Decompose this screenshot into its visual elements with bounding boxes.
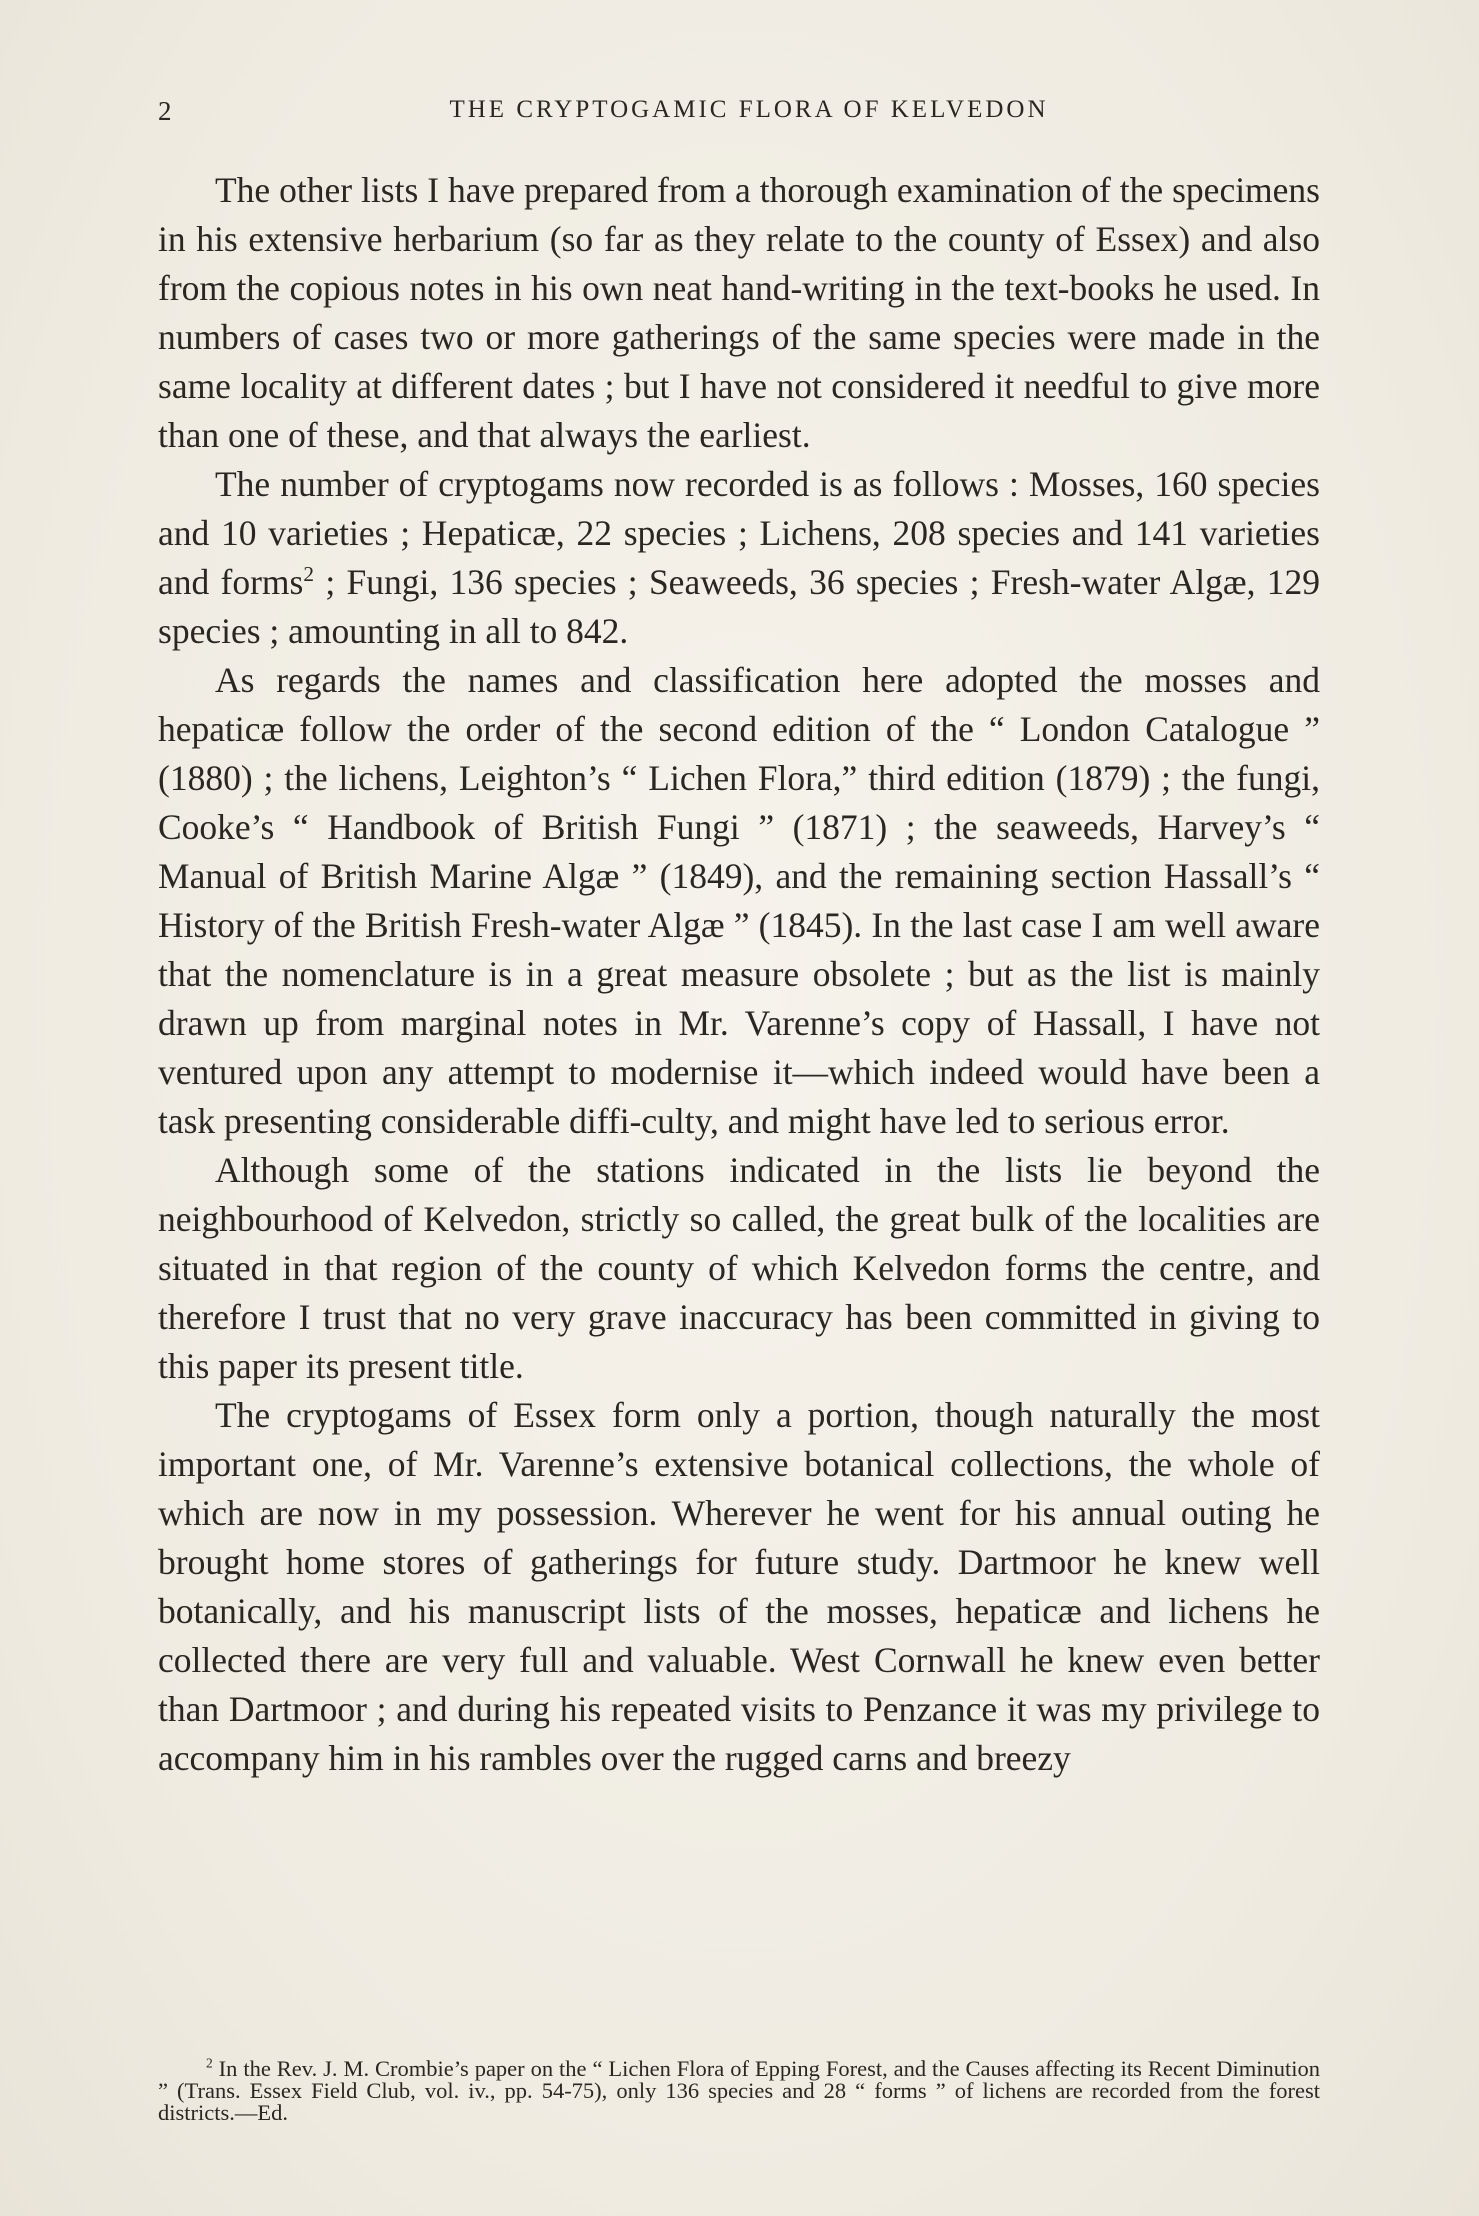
footnote-marker: 2 bbox=[206, 2055, 213, 2071]
paragraph-2 bbox=[158, 460, 1320, 656]
running-head: THE CRYPTOGAMIC FLORA OF KELVEDON bbox=[449, 96, 1049, 123]
footnote-text: In the Rev. J. M. Crombie’s paper on the “ Lichen Flora of Epping Forest, and the Causes affecting its Recent Diminution ” (Trans. Essex Field Club, vol. iv., pp. 54-75), only 136 species and 28 “ forms ” of lichens are recorded from the forest districts.—Ed. bbox=[158, 2056, 1320, 2125]
paragraph-1: The other lists I have prepared from a thorough examination of the specimens in his extensive herbarium (so far as they relate to the county of Essex) and also from the copious notes in his own neat hand-writing in the text-books he used. In numbers of cases two or more gatherings of the same species were made in the same locality at different dates ; but I have not considered it needful to give more than one of these, and that always the earliest. bbox=[158, 170, 1320, 455]
paragraph-3: As regards the names and classification here adopted the mosses and hepaticæ follow the order of the second edition of the “ London Catalogue ” (1880) ; the lichens, Leighton’s “ Lichen Flora,” third edition (1879) ; the fungi, Cooke’s “ Handbook of British Fungi ” (1871) ; the seaweeds, Harvey’s “ Manual of British Marine Algæ ” (1849), and the remaining section Hassall’s “ History of the British Fresh-water Algæ ” (1845). In the last case I am well aware that the nomenclature is in a great measure obsolete ; but as the list is mainly drawn up from marginal notes in Mr. Varenne’s copy of Hassall, I have not ventured upon any attempt to modernise it—which indeed would have been a task presenting considerable diffi-culty, and might have led to serious error. bbox=[158, 660, 1320, 1141]
footnote-reference: 2 bbox=[303, 562, 315, 587]
paragraph-2-part-b: ; Fungi, 136 species ; Seaweeds, 36 species ; Fresh-water Algæ, 129 species ; amounting in all to 842. bbox=[158, 562, 1320, 651]
paragraph-4: Although some of the stations indicated in the lists lie beyond the neighbourhood of Kelvedon, strictly so called, the great bulk of the localities are situated in that region of the county of which Kelvedon forms the centre, and therefore I trust that no very grave inaccuracy has been committed in giving to this paper its present title. bbox=[158, 1150, 1320, 1386]
paragraph-5: The cryptogams of Essex form only a portion, though naturally the most important one, of Mr. Varenne’s extensive botanical collections, the whole of which are now in my possession. Wherever he went for his annual outing he brought home stores of gatherings for future study. Dartmoor he knew well botanically, and his manuscript lists of the mosses, hepaticæ and lichens he collected there are very full and valuable. West Cornwall he knew even better than Dartmoor ; and during his repeated visits to Penzance it was my privilege to accompany him in his rambles over the rugged carns and breezy bbox=[158, 1395, 1320, 1778]
footnote bbox=[158, 2055, 1320, 2125]
paragraph-2-part-a: The number of cryptogams now recorded is as follows : Mosses, 160 species and 10 varieties ; Hepaticæ, 22 species ; Lichens, 208 species and 141 varieties and forms bbox=[158, 464, 1320, 602]
body-text bbox=[158, 166, 1320, 1783]
page-number: 2 bbox=[158, 96, 173, 126]
page-header bbox=[158, 96, 1320, 136]
